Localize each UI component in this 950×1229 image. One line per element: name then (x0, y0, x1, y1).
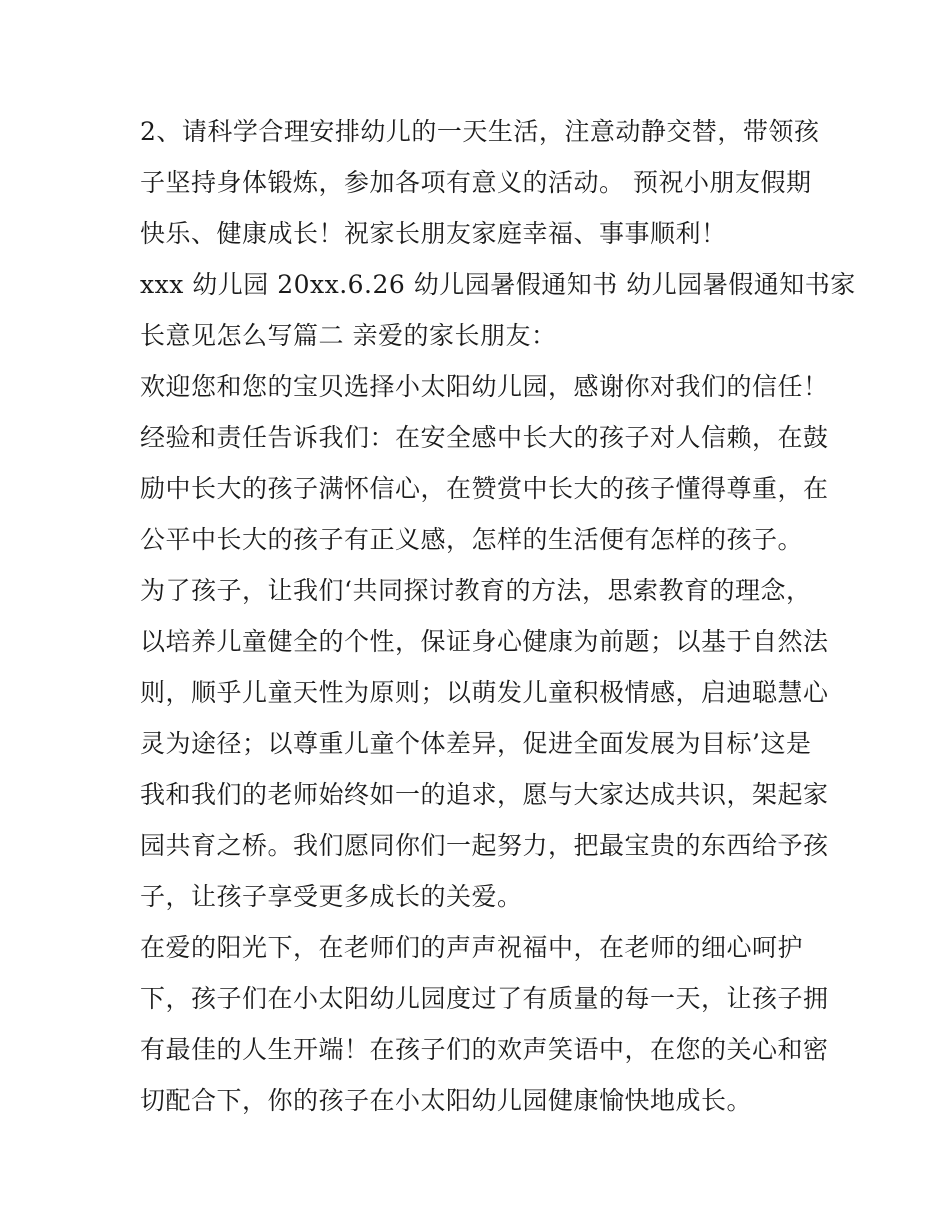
document-body (140, 106, 856, 1126)
text-line: 公平中长大的孩子有正义感，怎样的生活便有怎样的孩子。 (140, 525, 804, 554)
text-line: 欢迎您和您的宝贝选择小太阳幼儿园，感谢你对我们的信任！ (140, 372, 829, 401)
text-line: 灵为途径；以尊重儿童个体差异，促进全面发展为目标’这是 (140, 729, 812, 758)
text-line: 我和我们的老师始终如一的追求，愿与大家达成共识，架起家 (140, 780, 829, 809)
text-line: 子坚持身体锻炼，参加各项有意义的活动。 预祝小朋友假期 (140, 168, 812, 197)
text-line: 为了孩子，让我们‘共同探讨教育的方法，思索教育的理念， (140, 576, 812, 605)
text-line: 园共育之桥。我们愿同你们一起努力，把最宝贵的东西给予孩 (140, 831, 829, 860)
text-line: 切配合下，你的孩子在小太阳幼儿园健康愉快地成长。 (140, 1086, 753, 1115)
text-line: 经验和责任告诉我们：在安全感中长大的孩子对人信赖，在鼓 (140, 423, 829, 452)
text-line: 快乐、健康成长！祝家长朋友家庭幸福、事事顺利！ (140, 219, 727, 248)
text-line: 子，让孩子享受更多成长的关爱。 (140, 882, 523, 911)
text-line: 则，顺乎儿童天性为原则；以萌发儿童积极情感，启迪聪慧心 (140, 678, 829, 707)
text-line: 在爱的阳光下，在老师们的声声祝福中，在老师的细心呵护 (140, 933, 804, 962)
text-line: 下，孩子们在小太阳幼儿园度过了有质量的每一天，让孩子拥 (140, 984, 829, 1013)
text-line: 长意见怎么写篇二 亲爱的家长朋友： (140, 321, 557, 350)
text-line: 以培养儿童健全的个性，保证身心健康为前题；以基于自然法 (140, 627, 829, 656)
text-line: 励中长大的孩子满怀信心，在赞赏中长大的孩子懂得尊重，在 (140, 474, 829, 503)
text-line: 有最佳的人生开端！在孩子们的欢声笑语中，在您的关心和密 (140, 1035, 829, 1064)
text-line: 2、请科学合理安排幼儿的一天生活，注意动静交替，带领孩 (140, 117, 820, 146)
text-line: xxx 幼儿园 20xx.6.26 幼儿园暑假通知书 幼儿园暑假通知书家 (140, 270, 856, 299)
